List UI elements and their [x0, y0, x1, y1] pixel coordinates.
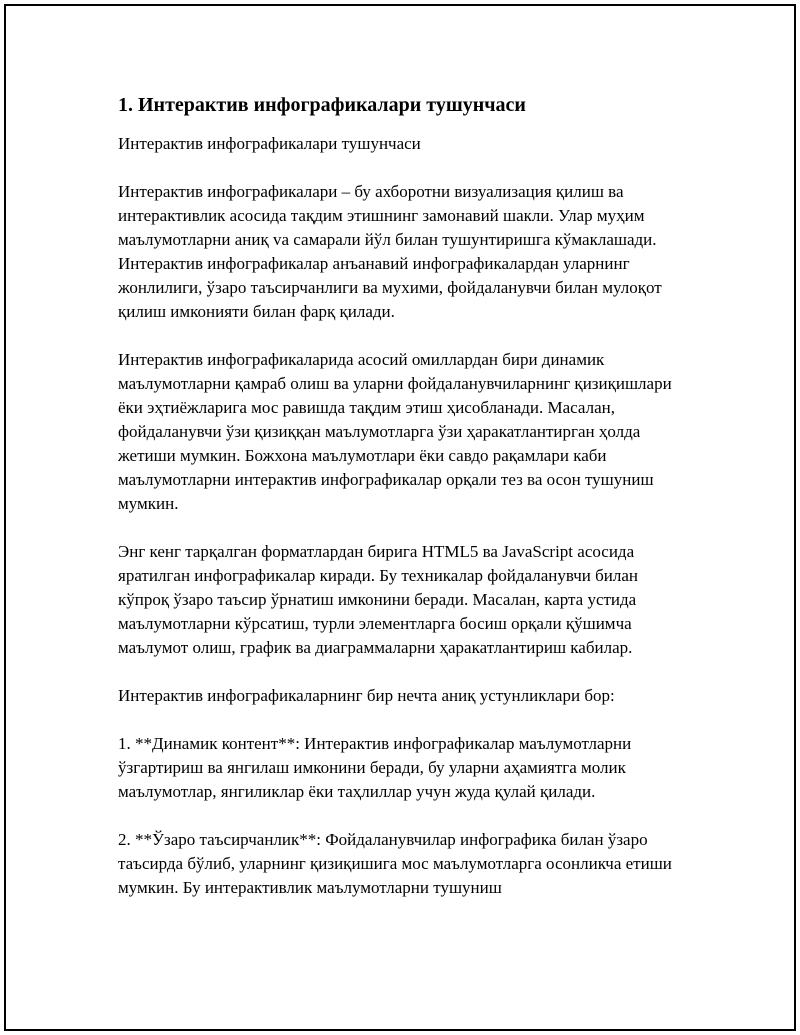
paragraph-dynamic-data: Интерактив инфографикаларида асосий омиллардан бири динамик маълумотларни қамраб олиш ва уларни фойдаланувчиларнинг қизиқишлари ёки эҳтиёжларига мос равишда тақдим этиш ҳисобланади. Масалан, фойдаланувчи ўзи қизиққан маълумотларга ўзи ҳаракатлантирган ҳолда жетиши мумкин. Божхона маълумотлари ёки савдо рақамлари каби маълумотларни интерактив инфографикалар орқали тез ва осон тушуниш мумкин. [118, 350, 672, 513]
paragraph-definition: Интерактив инфографикалари – бу ахборотни визуализация қилиш ва интерактивлик асосида тақдим этишнинг замонавий шакли. Улар муҳим маълумотларни аниқ va самарали йўл билан тушунтиришга кўмаклашади. Интерактив инфографикалар анъанавий инфографикалардан уларнинг жонлилиги, ўзаро таъсирчанлиги ва мухими, фойдаланувчи билан мулоқот қилиш имконияти билан фарқ қилади. [118, 182, 662, 321]
document-body [118, 92, 693, 900]
paragraph-formats: Энг кенг тарқалган форматлардан бирига HTML5 ва JavaScript асосида яратилган инфографикалар киради. Бу техникалар фойдаланувчи билан кўпроқ ўзаро таъсир ўрнатиш имконини беради. Масалан, карта устида маълумотларни кўрсатиш, турли элементларга босиш орқали қўшимча маълумот олиш, график ва диаграммаларни ҳаракатлантириш кабилар. [118, 542, 639, 657]
section-heading: 1. Интерактив инфографикалари тушунчаси [118, 94, 526, 116]
list-item-interactivity: 2. **Ўзаро таъсирчанлик**: Фойдаланувчилар инфографика билан ўзаро таъсирда бўлиб, уларнинг қизиқишига мос маълумотларга осонликча етиши мумкин. Бу интерактивлик маълумотларни тушуниш [118, 830, 672, 897]
section-subtitle: Интерактив инфографикалари тушунчаси [118, 134, 421, 153]
paragraph-advantages-intro: Интерактив инфографикаларнинг бир нечта аниқ устунликлари бор: [118, 686, 615, 705]
list-item-dynamic-content: 1. **Динамик контент**: Интерактив инфографикалар маълумотларни ўзгартириш ва янгилаш имконини беради, бу уларни аҳамиятга молик маълумотлар, янгиликлар ёки таҳлиллар учун жуда қулай қилади. [118, 734, 632, 801]
